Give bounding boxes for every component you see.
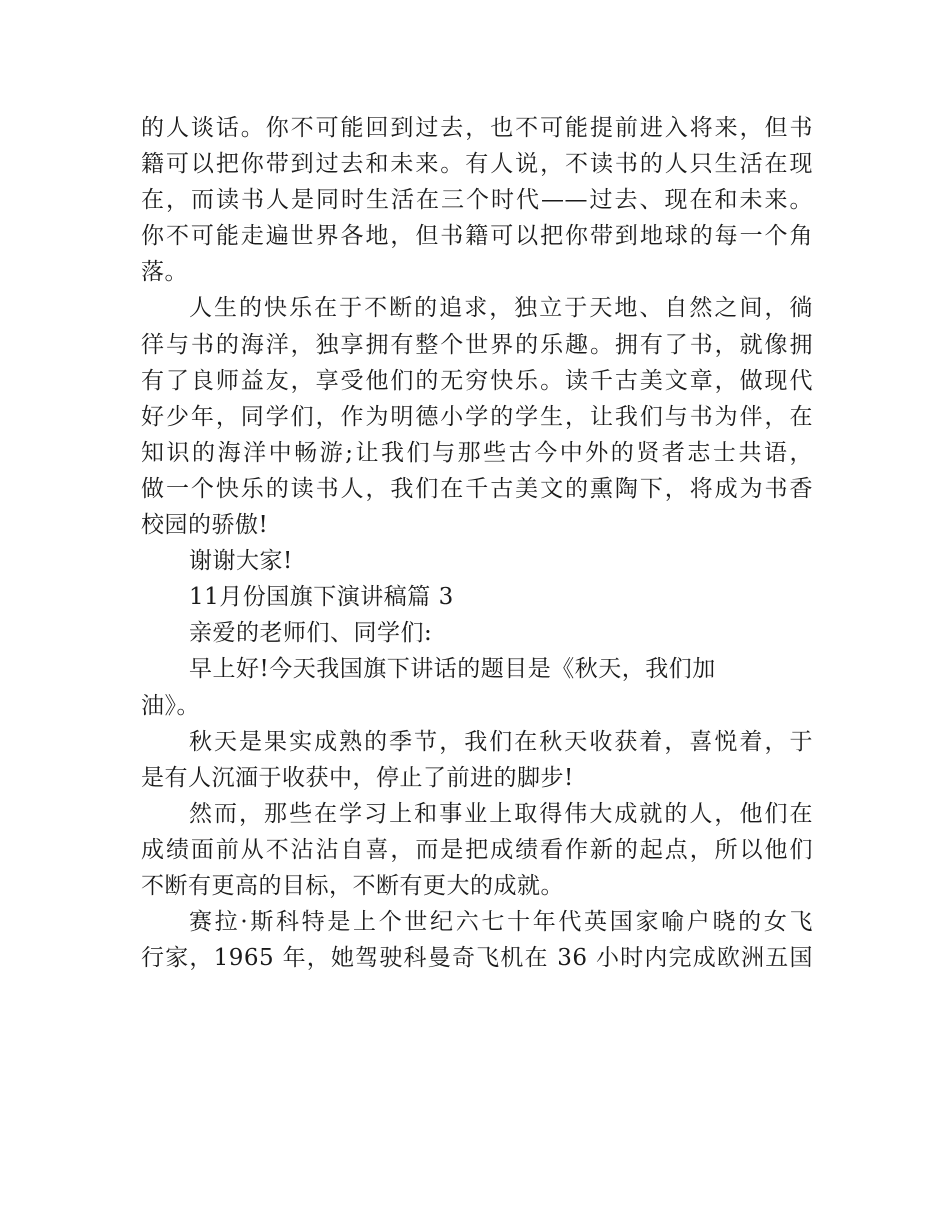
- text-line: 人生的快乐在于不断的追求，独立于天地、自然之间，徜: [189, 295, 813, 322]
- text-line: 然而，那些在学习上和事业上取得伟大成就的人，他们在: [189, 800, 813, 827]
- text-line: 油》。: [141, 692, 200, 719]
- text-line: 好少年，同学们，作为明德小学的学生，让我们与书为伴，在: [141, 403, 813, 430]
- text-line: 行家，1965 年，她驾驶科曼奇飞机在 36 小时内完成欧洲五国: [141, 945, 813, 972]
- text-line: 知识的海洋中畅游;让我们与那些古今中外的贤者志士共语，: [141, 439, 813, 466]
- document-body: [141, 110, 813, 976]
- text-line: 秋天是果实成熟的季节，我们在秋天收获着，喜悦着，于: [189, 728, 813, 755]
- text-line: 不断有更高的目标，不断有更大的成就。: [141, 872, 564, 899]
- text-line: 早上好!今天我国旗下讲话的题目是《秋天，我们加: [189, 656, 716, 683]
- text-line: 有了良师益友，享受他们的无穷快乐。读千古美文章，做现代: [141, 367, 813, 394]
- text-line: 徉与书的海洋，独享拥有整个世界的乐趣。拥有了书，就像拥: [141, 331, 813, 358]
- text-line: 在，而读书人是同时生活在三个时代——过去、现在和未来。: [141, 187, 813, 214]
- text-line: 是有人沉湎于收获中，停止了前进的脚步!: [141, 764, 574, 791]
- text-line: 落。: [141, 259, 188, 286]
- text-line: 校园的骄傲!: [141, 512, 269, 539]
- text-line: 亲爱的老师们、同学们:: [189, 620, 433, 647]
- text-line: 做一个快乐的读书人，我们在千古美文的熏陶下，将成为书香: [141, 475, 813, 502]
- text-line: 成绩面前从不沾沾自喜，而是把成绩看作新的起点，所以他们: [141, 836, 813, 863]
- text-line: 赛拉·斯科特是上个世纪六七十年代英国家喻户晓的女飞: [189, 909, 813, 936]
- text-line: 籍可以把你带到过去和未来。有人说，不读书的人只生活在现: [141, 151, 813, 178]
- text-line: 11月份国旗下演讲稿篇 3: [189, 584, 454, 611]
- text-line: 的人谈话。你不可能回到过去，也不可能提前进入将来，但书: [141, 115, 813, 141]
- text-line: 你不可能走遍世界各地，但书籍可以把你带到地球的每一个角: [141, 223, 813, 250]
- text-line: 谢谢大家!: [189, 548, 293, 575]
